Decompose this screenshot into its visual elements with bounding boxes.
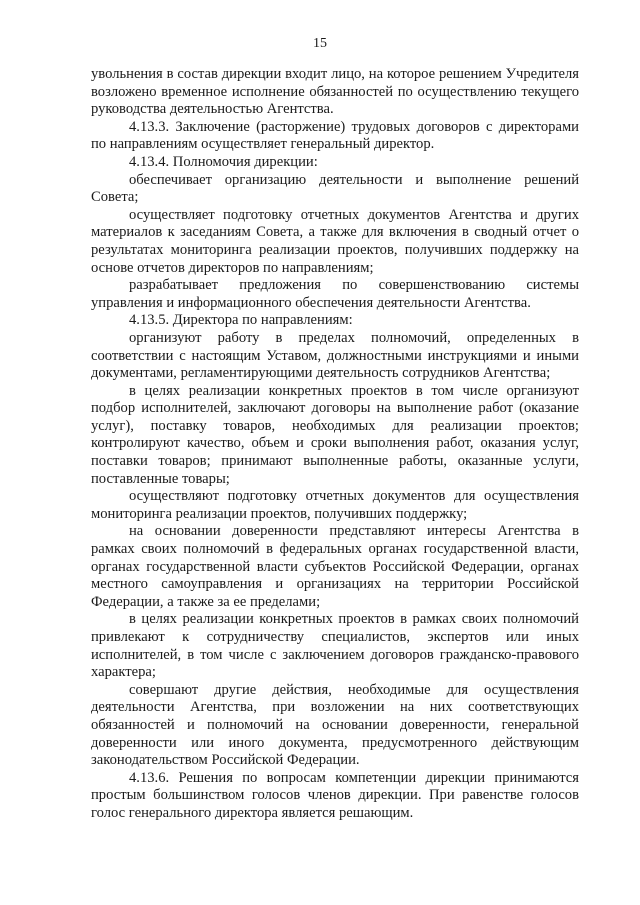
paragraph-director-duty-6: совершают другие действия, необходимые для осуществления деятельности Агентства, при возложении на них соответствующих обязанностей и полномочий на основании доверенности, генеральной доверенности или иного документа, предусмотренного действующим законодательством Российской Федерации. — [91, 681, 579, 769]
paragraph-directorate-duty-2: осуществляет подготовку отчетных документов Агентства и других материалов к заседаниям Совета, а также для включения в сводный отчет о результатах мониторинга реализации проектов, получивших поддержку на основе отчетов директоров по направлениям; — [91, 206, 579, 276]
paragraph-4-13-3: 4.13.3. Заключение (расторжение) трудовых договоров с директорами по направлениям осуществляет генеральный директор. — [91, 118, 579, 153]
paragraph-director-duty-5: в целях реализации конкретных проектов в рамках своих полномочий привлекают к сотрудничеству специалистов, экспертов или иных исполнителей, в том числе с заключением договоров гражданско-правового характера; — [91, 611, 579, 681]
paragraph-director-duty-4: на основании доверенности представляют интересы Агентства в рамках своих полномочий в федеральных органах государственной власти, органах государственной власти субъектов Российской Федерации, органах местного самоуправления и организациях на территории Российской Федерации, а также за ее пределами; — [91, 523, 579, 610]
paragraph-director-duty-1: организуют работу в пределах полномочий, определенных в соответствии с настоящим Уставом, должностными инструкциями и иными документами, регламентирующими деятельность сотрудников Агентства; — [91, 329, 579, 382]
paragraph-directorate-duty-3: разрабатывает предложения по совершенствованию системы управления и информационного обеспечения деятельности Агентства. — [91, 277, 579, 311]
document-body — [91, 66, 579, 823]
paragraph-director-duty-3: осуществляют подготовку отчетных документов для осуществления мониторинга реализации проектов, получивших поддержку; — [91, 488, 579, 522]
page-number: 15 — [313, 36, 327, 51]
paragraph-directorate-duty-1: обеспечивает организацию деятельности и выполнение решений Совета; — [91, 171, 579, 206]
paragraph-4-13-6: 4.13.6. Решения по вопросам компетенции дирекции принимаются простым большинством голосов членов дирекции. При равенстве голосов голос генерального директора является решающим. — [91, 769, 579, 821]
paragraph-4-13-4-heading: 4.13.4. Полномочия дирекции: — [129, 153, 318, 170]
paragraph-4-13-5-heading: 4.13.5. Директора по направлениям: — [129, 312, 353, 329]
paragraph-director-duty-2: в целях реализации конкретных проектов в том числе организуют подбор исполнителей, заключают договоры на выполнение работ (оказание услуг), поставку товаров, необходимых для реализации проектов; контролируют качество, объем и сроки выполнения работ, оказания услуг, поставки товаров; принимают выполненные работы, оказанные услуги, поставленные товары; — [91, 382, 579, 487]
paragraph-continuation: увольнения в состав дирекции входит лицо, на которое решением Учредителя возложено временное исполнение обязанностей по осуществлению текущего руководства деятельностью Агентства. — [91, 66, 579, 118]
